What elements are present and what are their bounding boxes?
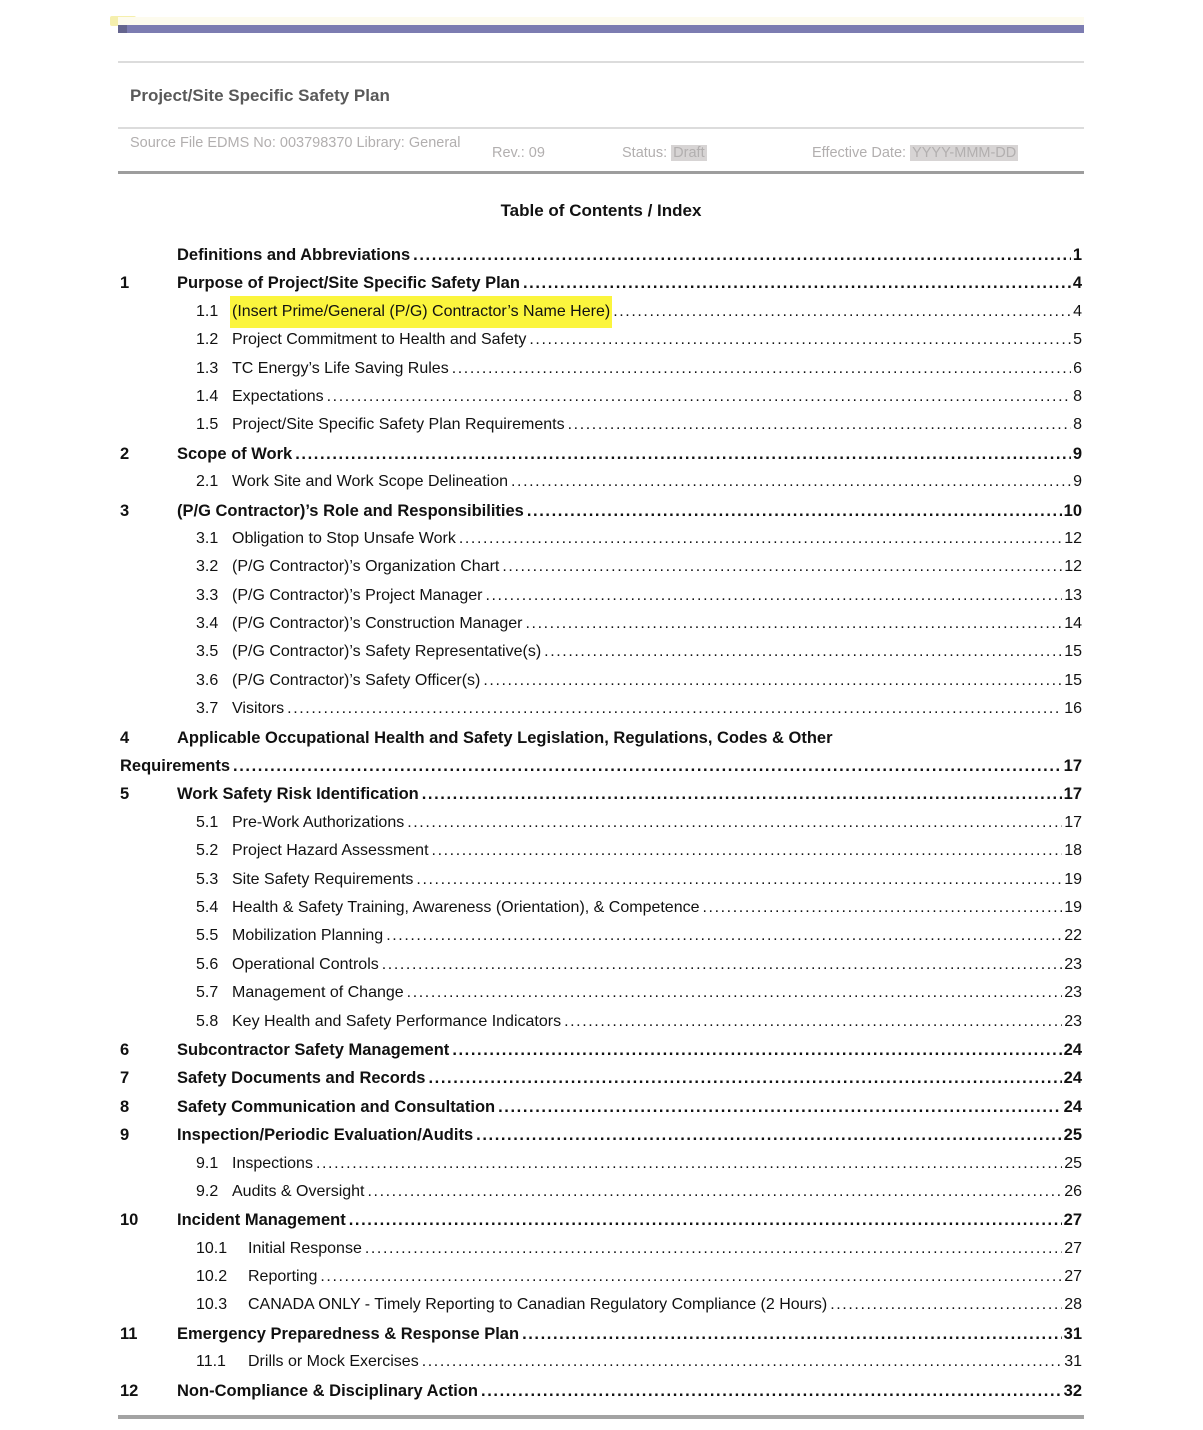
toc-entry[interactable] [120,922,1082,950]
dot-leader [413,241,1071,269]
toc-entry-label: Key Health and Safety Performance Indicators [232,1012,562,1030]
dot-leader [428,1064,1061,1092]
toc-entry-number: 3.5 [196,643,219,661]
toc-entry[interactable] [120,1036,1082,1064]
toc-entry-number: 5 [120,785,130,804]
toc-entry-continuation[interactable] [120,752,1082,780]
toc-entry-label: Scope of Work [177,444,293,463]
dot-leader [349,1206,1062,1234]
toc-entry-page: 19 [1064,898,1082,916]
toc-entry-page: 23 [1064,955,1082,973]
header-accent-bar [118,25,1084,33]
dot-leader [523,269,1071,297]
toc-entry-number: 5.8 [196,1012,219,1030]
dot-leader [481,1377,1062,1405]
toc-entry[interactable] [120,979,1082,1007]
dot-leader [498,1093,1062,1121]
dot-leader [432,837,1063,865]
toc-entry[interactable] [120,866,1082,894]
toc-entry-page: 1 [1072,246,1082,264]
dot-leader [233,752,1062,780]
toc-entry-number: 10.3 [196,1296,228,1314]
toc-entry[interactable] [120,1150,1082,1178]
toc-entry-page: 4 [1073,302,1082,320]
toc-entry-number: 3.7 [196,700,219,718]
toc-entry-page: 26 [1064,1182,1082,1200]
effective-date-value[interactable]: YYYY-MMM-DD [912,145,1017,161]
toc-heading: Table of Contents / Index [500,201,702,220]
toc-entry-label: Inspections [232,1154,313,1172]
toc-entry-number: 5.3 [196,870,219,888]
toc-entry-label: Operational Controls [232,955,379,973]
toc-entry-page: 31 [1064,1353,1082,1371]
dot-leader [529,326,1071,354]
toc-entry[interactable] [120,383,1082,411]
toc-entry-number: 3.4 [196,615,219,633]
dot-leader [459,525,1062,553]
toc-entry-label: Site Safety Requirements [232,870,414,888]
dot-leader [525,610,1062,638]
dot-leader [365,1235,1062,1263]
toc-entry-label: Audits & Oversight [232,1182,365,1200]
toc-entry-label: Safety Documents and Records [177,1069,426,1088]
toc-entry-label: (P/G Contractor)’s Project Manager [232,586,483,604]
toc-entry-page: 14 [1064,615,1082,633]
page-bottom-rule [118,1415,1084,1419]
toc-entry-label: Health & Safety Training, Awareness (Orientation), & Competence [232,898,700,916]
dot-leader [485,582,1062,610]
toc-entry[interactable] [120,326,1082,354]
toc-entry[interactable] [120,695,1082,723]
toc-entry-page: 23 [1064,1012,1082,1030]
toc-entry[interactable] [120,553,1082,581]
dot-leader [703,894,1063,922]
toc-entry-page: 17 [1064,813,1082,831]
toc-entry-page: 15 [1064,643,1082,661]
toc-entry-label: Subcontractor Safety Management [177,1040,450,1059]
toc-entry-number: 1 [120,274,130,293]
toc-entry[interactable] [120,582,1082,610]
toc-entry-number: 3.1 [196,529,219,547]
table-of-contents [120,241,1082,1405]
toc-entry[interactable] [120,780,1082,808]
dot-leader [564,1008,1062,1036]
toc-entry-label: TC Energy’s Life Saving Rules [232,359,449,377]
toc-entry[interactable] [120,1291,1082,1319]
toc-entry-page: 4 [1072,274,1082,293]
toc-entry-label: Work Site and Work Scope Delineation [232,473,508,491]
toc-entry-label: Expectations [232,387,324,405]
toc-entry-number: 5.4 [196,898,219,916]
toc-entry-number: 1.1 [196,302,219,320]
toc-entry-number: 4 [120,728,130,747]
toc-entry-number: 11 [120,1324,138,1343]
toc-entry-number: 11.1 [196,1353,226,1371]
toc-entry-number: 3.2 [196,558,219,576]
dot-leader [568,411,1071,439]
toc-entry[interactable] [120,525,1082,553]
toc-entry-label: Mobilization Planning [232,927,384,945]
dot-leader [830,1291,1062,1319]
dot-leader [544,638,1062,666]
toc-entry-page: 10 [1063,501,1082,520]
dot-leader [511,468,1071,496]
dot-leader [527,497,1062,525]
toc-entry-label: Incident Management [177,1211,346,1230]
toc-entry-page: 9 [1073,473,1082,491]
toc-entry-number: 9.1 [196,1154,219,1172]
toc-entry-number: 12 [120,1381,139,1400]
toc-entry-page: 13 [1064,586,1082,604]
toc-entry-page: 9 [1072,444,1082,463]
dot-leader [483,667,1062,695]
dot-leader [452,1036,1061,1064]
toc-entry[interactable] [120,610,1082,638]
toc-entry-number: 3.3 [196,586,219,604]
toc-entry-label: Inspection/Periodic Evaluation/Audits [177,1126,474,1145]
toc-entry[interactable] [120,1121,1082,1149]
dot-leader [452,355,1071,383]
toc-entry-label: Visitors [232,700,285,718]
toc-entry-page: 17 [1063,785,1082,804]
toc-entry[interactable] [120,1008,1082,1036]
toc-entry-label-highlighted[interactable]: (Insert Prime/General (P/G) Contractor’s Name Here) [232,298,610,326]
dot-leader [502,553,1062,581]
toc-entry[interactable] [120,667,1082,695]
toc-entry[interactable] [120,355,1082,383]
toc-entry-page: 27 [1063,1211,1082,1230]
header-bottom-rule [118,171,1084,174]
toc-entry-page: 24 [1063,1069,1082,1088]
toc-entry[interactable] [120,1064,1082,1092]
toc-entry-number: 6 [120,1040,130,1059]
toc-entry-number: 3.6 [196,671,219,689]
toc-entry-label: (P/G Contractor)’s Safety Officer(s) [232,671,481,689]
toc-entry-number: 1.2 [196,331,219,349]
toc-entry[interactable] [120,894,1082,922]
status-field [622,133,812,164]
toc-entry-label: Initial Response [248,1239,362,1257]
toc-entry-number: 2.1 [196,473,219,491]
toc-entry-number: 5.7 [196,984,219,1002]
dot-leader [407,809,1062,837]
toc-entry-page: 24 [1063,1097,1082,1116]
effective-date-label: Effective Date: [812,145,911,161]
toc-entry-number: 10.1 [196,1239,228,1257]
toc-entry[interactable] [120,497,1082,525]
toc-entry-number: 10 [120,1211,139,1230]
toc-entry[interactable] [120,411,1082,439]
document-title: Project/Site Specific Safety Plan [130,86,390,105]
header-divider [118,127,1084,129]
toc-entry-label: Management of Change [232,984,404,1002]
toc-entry[interactable] [120,1377,1082,1405]
dot-leader [386,922,1062,950]
toc-entry-label: Drills or Mock Exercises [248,1353,419,1371]
toc-entry[interactable] [120,440,1082,468]
toc-entry-label: Applicable Occupational Health and Safety Legislation, Regulations, Codes & Other [177,728,833,747]
toc-entry-page: 27 [1064,1239,1082,1257]
toc-entry-label: (P/G Contractor)’s Role and Responsibilities [177,501,524,520]
toc-entry-number: 1.5 [196,416,219,434]
dot-leader [316,1150,1062,1178]
dot-leader [295,440,1071,468]
toc-entry-page: 31 [1063,1324,1082,1343]
toc-entry-label: CANADA ONLY - Timely Reporting to Canadian Regulatory Compliance (2 Hours) [248,1296,828,1314]
dot-leader [476,1121,1062,1149]
status-value[interactable]: Draft [673,145,705,161]
toc-entry-label: Safety Communication and Consultation [177,1097,496,1116]
toc-entry[interactable] [120,269,1082,297]
toc-entry[interactable] [120,837,1082,865]
toc-entry-label: (P/G Contractor)’s Safety Representative(s) [232,643,542,661]
toc-entry-page: 8 [1073,416,1082,434]
dot-leader [613,298,1071,326]
toc-entry[interactable] [120,298,1082,326]
toc-entry[interactable] [120,724,1082,752]
toc-entry-label: Emergency Preparedness & Response Plan [177,1324,520,1343]
toc-entry-page: 12 [1064,529,1082,547]
dot-leader [416,866,1062,894]
toc-entry-page: 23 [1064,984,1082,1002]
toc-entry-label: Requirements [120,757,231,776]
toc-entry-number: 2 [120,444,130,463]
toc-entry-number: 9 [120,1126,130,1145]
dot-leader [522,1320,1062,1348]
header-cream-strip [118,17,1084,25]
toc-entry-page: 22 [1064,927,1082,945]
toc-entry-label: Project/Site Specific Safety Plan Requirements [232,416,565,434]
toc-entry-page: 25 [1064,1154,1082,1172]
toc-entry-label: Obligation to Stop Unsafe Work [232,529,456,547]
dot-leader [407,979,1063,1007]
toc-entry-number: 1.3 [196,359,219,377]
toc-entry-label: (P/G Contractor)’s Organization Chart [232,558,500,576]
toc-entry-number: 7 [120,1069,130,1088]
toc-entry-label: Project Commitment to Health and Safety [232,331,527,349]
document-meta-row [130,133,1072,164]
dot-leader [368,1178,1063,1206]
toc-entry[interactable] [120,1206,1082,1234]
toc-entry-page: 15 [1064,671,1082,689]
toc-entry-number: 3 [120,501,130,520]
toc-entry-page: 28 [1064,1296,1082,1314]
toc-entry-number: 8 [120,1097,130,1116]
status-label: Status: [622,145,672,161]
toc-entry-number: 5.6 [196,955,219,973]
toc-entry-label: Work Safety Risk Identification [177,785,419,804]
toc-entry[interactable] [120,1178,1082,1206]
toc-entry[interactable] [120,241,1082,269]
toc-entry[interactable] [120,638,1082,666]
toc-entry-label: Reporting [248,1268,318,1286]
toc-entry[interactable] [120,1235,1082,1263]
toc-entry-page: 12 [1064,558,1082,576]
toc-entry-page: 32 [1063,1381,1082,1400]
toc-entry[interactable] [120,1263,1082,1291]
toc-entry-label: (P/G Contractor)’s Construction Manager [232,615,523,633]
toc-entry-page: 8 [1073,387,1082,405]
toc-entry-number: 5.1 [196,813,219,831]
toc-entry[interactable] [120,1348,1082,1376]
dot-leader [422,780,1062,808]
dot-leader [287,695,1062,723]
revision-field: Rev.: 09 [492,145,545,161]
toc-entry-number: 1.4 [196,387,219,405]
toc-entry-page: 24 [1063,1040,1082,1059]
toc-entry-label: Project Hazard Assessment [232,842,429,860]
toc-entry-label: Definitions and Abbreviations [177,246,411,264]
dot-leader [320,1263,1062,1291]
header-divider [118,61,1084,63]
toc-entry-number: 5.5 [196,927,219,945]
toc-entry-label: Non-Compliance & Disciplinary Action [177,1381,479,1400]
toc-entry-label: Purpose of Project/Site Specific Safety Plan [177,274,520,293]
dot-leader [422,1348,1063,1376]
toc-entry-number: 5.2 [196,842,219,860]
toc-entry-page: 17 [1063,757,1082,776]
toc-entry-page: 19 [1064,870,1082,888]
toc-entry-number: 10.2 [196,1268,228,1286]
source-file-field: Source File EDMS No: 003798370 Library: General [130,135,461,151]
effective-date-field [812,133,1072,164]
toc-entry-page: 25 [1063,1126,1082,1145]
toc-entry-page: 16 [1064,700,1082,718]
toc-entry[interactable] [120,809,1082,837]
toc-entry[interactable] [120,1093,1082,1121]
toc-entry-page: 6 [1073,359,1082,377]
dot-leader [327,383,1071,411]
toc-entry-label: Pre-Work Authorizations [232,813,405,831]
toc-entry-number: 9.2 [196,1182,219,1200]
toc-entry[interactable] [120,1320,1082,1348]
toc-entry-page: 27 [1064,1268,1082,1286]
dot-leader [382,951,1062,979]
toc-entry-page: 5 [1073,331,1082,349]
toc-entry[interactable] [120,468,1082,496]
toc-entry[interactable] [120,951,1082,979]
toc-entry-page: 18 [1064,842,1082,860]
